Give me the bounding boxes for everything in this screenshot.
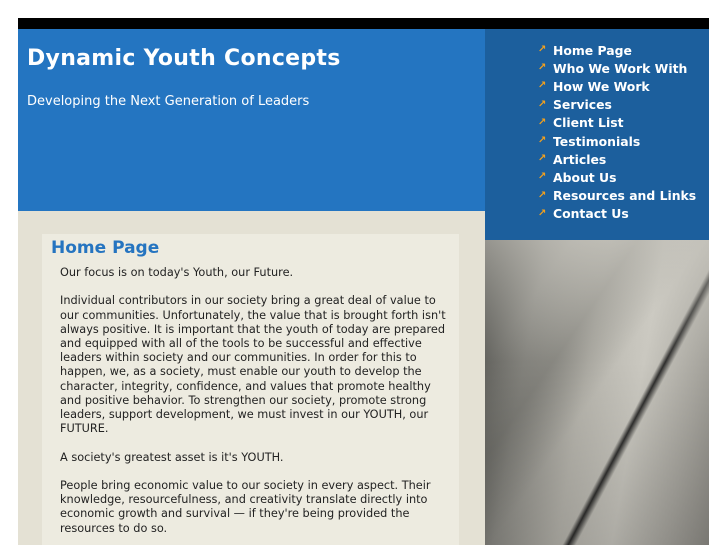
main-navigation (485, 29, 709, 240)
nav-item-label[interactable]: About Us (553, 169, 617, 185)
site-tagline: Developing the Next Generation of Leaders (27, 94, 310, 109)
arrow-icon: ↗ (538, 98, 547, 110)
site-title: Dynamic Youth Concepts (27, 46, 341, 71)
arrow-icon: ↗ (538, 135, 547, 147)
nav-item-client-list[interactable] (538, 114, 696, 132)
nav-item-label[interactable]: Home Page (553, 42, 632, 58)
nav-item-how-we-work[interactable] (538, 77, 696, 95)
nav-item-resources-and-links[interactable] (538, 187, 696, 205)
nav-item-label[interactable]: How We Work (553, 78, 650, 94)
paragraph: Our focus is on today's Youth, our Future. (60, 266, 294, 279)
nav-item-label[interactable]: Services (553, 97, 612, 113)
page-body (60, 266, 452, 550)
arrow-icon: ↗ (538, 207, 547, 219)
nav-item-label[interactable]: Who We Work With (553, 60, 688, 76)
decorative-side-image (485, 240, 709, 545)
nav-item-label[interactable]: Resources and Links (553, 188, 697, 204)
nav-item-label[interactable]: Contact Us (553, 206, 629, 222)
nav-item-articles[interactable] (538, 150, 696, 168)
nav-item-home-page[interactable] (538, 41, 696, 59)
page-title: Home Page (51, 238, 160, 258)
top-black-bar (18, 18, 709, 29)
arrow-icon: ↗ (538, 116, 547, 128)
nav-item-who-we-work-with[interactable] (538, 59, 696, 77)
nav-item-label[interactable]: Testimonials (553, 133, 641, 149)
arrow-icon: ↗ (538, 171, 547, 183)
arrow-icon: ↗ (538, 189, 547, 201)
paragraph: Individual contributors in our society bring a great deal of value to our communities. Unfortunately, the value that is brought forth isn't always positive. It is important that the youth of today are prepared and equipped with all of the tools to be successful and effective leaders within society and our communities. In order for this to happen, we, as a society, must enable our youth to develop the character, integrity, confidence, and values that promote healthy and positive behavior. To strengthen our society, promote strong leaders, support development, we must invest in our YOUTH, our FUTURE. (60, 294, 446, 436)
arrow-icon: ↗ (538, 62, 547, 74)
nav-item-services[interactable] (538, 96, 696, 114)
arrow-icon: ↗ (538, 44, 547, 56)
nav-item-testimonials[interactable] (538, 132, 696, 150)
arrow-icon: ↗ (538, 153, 547, 165)
arrow-icon: ↗ (538, 80, 547, 92)
nav-item-label[interactable]: Articles (553, 151, 607, 167)
paragraph: People bring economic value to our society in every aspect. Their knowledge, resourcefulness, and creativity translate directly into economic growth and survival — if they're being provided the resources to do so. (60, 479, 431, 535)
nav-item-label[interactable]: Client List (553, 115, 624, 131)
nav-item-about-us[interactable] (538, 168, 696, 186)
nav-item-contact-us[interactable] (538, 205, 696, 223)
paragraph: A society's greatest asset is it's YOUTH. (60, 450, 284, 464)
